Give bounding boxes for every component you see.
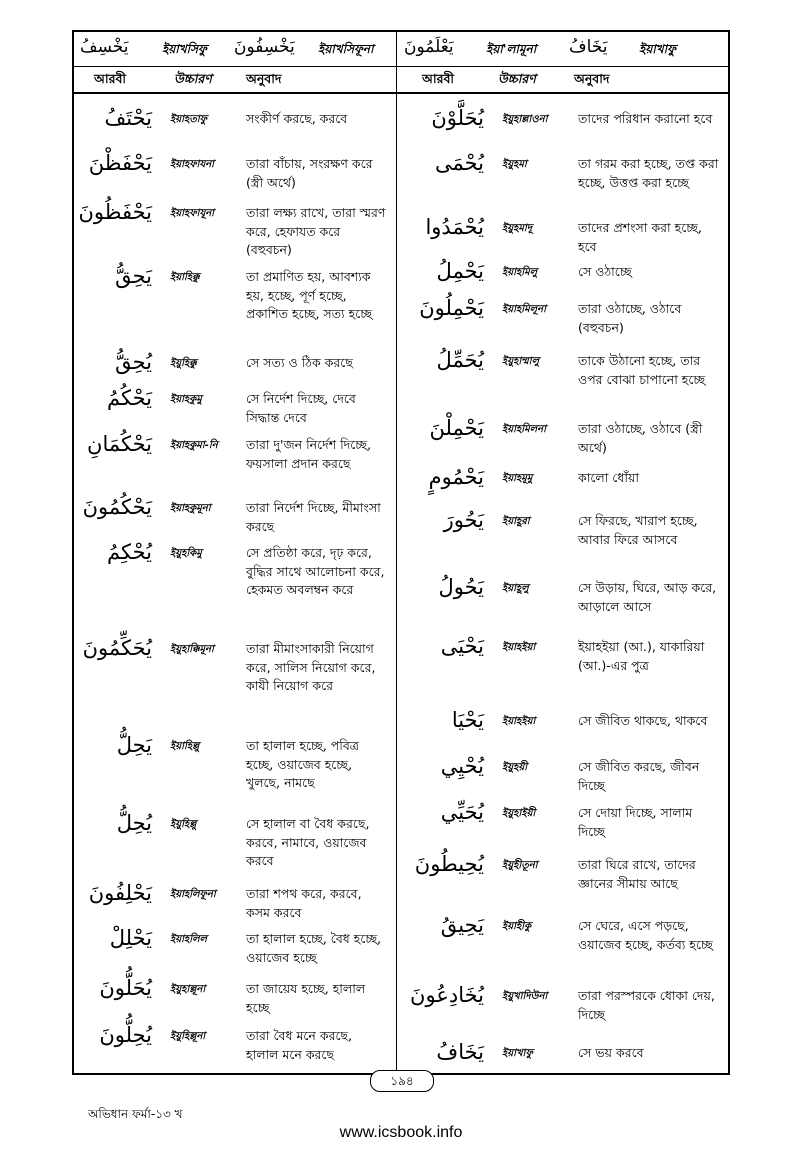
page-number: ১৯৪ [370,1070,434,1092]
entry-pronunciation: ইয়ুহিক্কু [170,358,197,369]
entry-meaning: তারা ওঠাচ্ছে, ওঠাবে (বহুবচন) [578,301,682,335]
entry-meaning: সে হালাল বা বৈধ করছে, করবে, নামাবে, ওয়াজেব করবে [246,816,370,868]
entry-pronunciation: ইয়ুখাদিউনা [502,991,548,1002]
header-left-first-arabic: يَخْسِفُ [80,37,129,57]
entry-pronunciation: ইয়াহকুমা-নি [170,440,218,451]
entry-meaning: সে প্রতিষ্ঠা করে, দৃঢ় করে, বুদ্ধির সাথে আলোচনা করে, হেকমত অবলম্বন করে [246,545,385,597]
dictionary-page [72,30,730,1075]
col-pron-right: উচ্চারণ [498,71,536,86]
entry-pronunciation: ইয়াহমিলু [502,267,538,278]
column-headings [74,66,728,94]
entry-pronunciation: ইয়ুহাল্লাওনা [502,114,548,125]
entry-arabic: يَحْيَا [451,708,484,732]
entry-pronunciation: ইয়াহকুমু [170,394,202,405]
entry-pronunciation: ইয়ুহমাদূ [502,223,533,234]
entry-arabic: يَحْمُومٍ [428,465,484,489]
entry-meaning: তারা পরস্পরকে ধোকা দেয়, দিচ্ছে [578,988,715,1022]
entry-pronunciation: ইয়াহমিলূনা [502,304,546,315]
entry-meaning: তারা ওঠাচ্ছে, ওঠাবে (স্ত্রী অর্থে) [578,421,703,455]
entry-pronunciation: ইয়াহূরা [502,516,530,527]
entry-meaning: তা প্রমাণিত হয়, আবশ্যক হয়, হচ্ছে, পূর্ণ হচ্ছে, প্রকাশিত হচ্ছে, সত্য হচ্ছে [246,269,373,321]
entry-pronunciation: ইয়ুহয়ী [502,762,528,773]
entry-pronunciation: ইয়ুহাল্লূনা [170,984,206,995]
entry-meaning: সে জীবিত থাকছে, থাকবে [578,713,708,728]
entry-pronunciation: ইয়াহতাফু [170,114,207,125]
entry-pronunciation: ইয়ুহকিমু [170,548,202,559]
running-header [74,32,728,67]
entry-pronunciation: ইয়ুহাম্মালু [502,356,540,367]
entry-arabic: يَحْمِلُونَ [419,296,484,320]
entry-arabic: يَحُورَ [443,508,484,532]
entry-pronunciation: ইয়াহূলু [502,583,529,594]
entry-pronunciation: ইয়ুহাক্কিমূনা [170,644,214,655]
entry-meaning: তা হালাল হচ্ছে, পবিত্র হচ্ছে, ওয়াজেব হচ্ছে, খুলছে, নামছে [246,738,359,790]
header-left-first-pron: ইয়াখসিফু [162,42,207,56]
website-url: www.icsbook.info [339,1124,463,1141]
entry-arabic: يُحْمَى [434,151,484,175]
entry-arabic: يَحْكُمَانِ [87,432,152,456]
entry-arabic: يَحِلُّ [116,733,152,757]
entry-arabic: يَحْلِلْ [109,926,152,950]
entry-arabic: يُحْكِمُ [107,540,152,564]
entry-meaning: তারা বাঁচায়, সংরক্ষণ করে (স্ত্রী অর্থে) [246,156,373,190]
entry-pronunciation: ইয়ুহাইয়ী [502,808,536,819]
entry-pronunciation: ইয়াখাফু [502,1048,533,1059]
entry-meaning: সে ভয় করবে [578,1045,644,1060]
header-right-first-pron: ইয়া'লামূনা [486,42,537,56]
entry-meaning: তারা লক্ষ্য রাখে, তারা স্মরণ করে, হেফাযত করে (বহুবচন) [246,205,386,257]
entry-pronunciation: ইয়াহমূমু [502,473,533,484]
entry-pronunciation: ইয়াহকুমূনা [170,503,211,514]
entry-meaning: তারা ঘিরে রাখে, তাদের জ্ঞানের সীমায় আছে [578,857,696,891]
entry-meaning: সে নির্দেশ দিচ্ছে, দেবে সিদ্ধান্ত দেবে [246,391,356,425]
entry-meaning: সে দোয়া দিচ্ছে, সালাম দিচ্ছে [578,805,693,839]
entry-meaning: সে ফিরছে, খারাপ হচ্ছে, আবার ফিরে আসবে [578,513,698,547]
entry-meaning: তাদের প্রশংসা করা হচ্ছে, হবে [578,220,703,254]
entry-meaning: ইয়াহইয়া (আ.), যাকারিয়া (আ.)-এর পুত্র [578,639,705,673]
entry-meaning: তারা মীমাংসাকারী নিয়োগ করে, সালিস নিয়োগ করে, কাযী নিয়োগ করে [246,641,376,693]
entry-arabic: يَحِقُّ [115,264,152,288]
entry-arabic: يُحِلُّ [116,811,152,835]
entry-arabic: يَحْلِفُونَ [88,881,152,905]
entry-meaning: তা গরম করা হচ্ছে, তপ্ত করা হচ্ছে, উত্তপ্ত করা হচ্ছে [578,156,719,190]
entry-meaning: কালো ধোঁয়া [578,470,639,485]
entry-meaning: তাকে উঠানো হচ্ছে, তার ওপর বোঝা চাপানো হচ্ছে [578,353,706,387]
header-left-last-pron: ইয়াখসিফূনা [318,42,374,56]
col-meaning-right: অনুবাদ [574,71,610,86]
entry-meaning: সংকীর্ণ করছে, করবে [246,111,348,126]
entry-pronunciation: ইয়াহিক্কু [170,272,200,283]
entry-meaning: তাদের পরিধান করানো হবে [578,111,713,126]
footer-note: অভিধান ফর্মা-১৩ খ [88,1107,183,1121]
entry-arabic: يُخَادِعُونَ [410,983,484,1007]
entry-arabic: يُحَمِّلُ [436,348,484,372]
entry-arabic: يَحُولُ [438,575,484,599]
entry-meaning: সে সত্য ও ঠিক করছে [246,355,353,370]
entry-arabic: يَحْيَى [440,634,484,658]
entry-arabic: يَحْفَظُونَ [78,200,152,224]
entry-arabic: يُحِلُّونَ [99,1023,152,1047]
header-right-first-arabic: يَعْلَمُونَ [404,37,454,57]
entry-meaning: সে উড়ায়, ঘিরে, আড় করে, আড়ালে আসে [578,580,717,614]
entry-arabic: يُحَكِّمُونَ [82,636,152,660]
entry-pronunciation: ইয়াহফাযূনা [170,208,215,219]
entry-pronunciation: ইয়াহইয়া [502,716,536,727]
entry-arabic: يُحْمَدُوا [425,215,484,239]
entry-pronunciation: ইয়াহলিল [170,934,208,945]
entry-arabic: يُحِقُّ [115,350,152,374]
entry-arabic: يُحِيطُونَ [414,852,484,876]
header-right-last-pron: ইয়াখাফু [639,42,676,56]
entry-pronunciation: ইয়াহিল্লু [170,741,200,752]
col-meaning-left: অনুবাদ [246,71,282,86]
entry-arabic: يُحَلُّونَ [99,976,152,1000]
entry-arabic: يَحْكُمُونَ [82,495,152,519]
entry-meaning: সে ঘেরে, এসে পড়ছে, ওয়াজেব হচ্ছে, কর্তব্য হচ্ছে [578,918,713,952]
entry-arabic: يُحْيِي [440,754,484,778]
col-pron-left: উচ্চারণ [174,71,212,86]
entry-arabic: يَحِيقُ [440,913,484,937]
entry-pronunciation: ইয়াহইয়া [502,642,536,653]
entry-meaning: তারা শপথ করে, করবে, কসম করবে [246,886,362,920]
col-arabic-right: আরবী [422,71,454,86]
entry-arabic: يَخَافُ [436,1040,484,1064]
entry-arabic: يَحْمِلُ [436,259,484,283]
entry-meaning: তারা দু'জন নির্দেশ দিচ্ছে, ফয়সালা প্রদান করছে [246,437,372,471]
header-right-last-arabic: يَخَافُ [569,37,608,57]
entry-arabic: يَحْفَظْنَ [88,151,152,175]
entry-arabic: يُحَيِّي [440,800,484,824]
entry-meaning: তারা নির্দেশ দিচ্ছে, মীমাংসা করছে [246,500,381,534]
entry-pronunciation: ইয়াহীকু [502,921,532,932]
header-left-last-arabic: يَخْسِفُونَ [234,37,295,57]
entry-pronunciation: ইয়ুহমা [502,159,527,170]
entries-area [74,92,728,1073]
entry-pronunciation: ইয়ুহিল্লূনা [170,1031,206,1042]
entry-meaning: সে ওঠাচ্ছে [578,264,632,279]
entry-pronunciation: ইয়াহলিফূনা [170,889,216,900]
entry-meaning: তা জায়েয হচ্ছে, হালাল হচ্ছে [246,981,366,1015]
entry-pronunciation: ইয়ুহিল্লু [170,819,197,830]
entry-pronunciation: ইয়াহমিলনা [502,424,546,435]
col-arabic-left: আরবী [94,71,126,86]
entry-meaning: তা হালাল হচ্ছে, বৈধ হচ্ছে, ওয়াজেব হচ্ছে [246,931,382,965]
entry-arabic: يَحْكُمُ [107,386,152,410]
entry-meaning: তারা বৈধ মনে করছে, হালাল মনে করছে [246,1028,353,1062]
entry-pronunciation: ইয়াহফাযনা [170,159,215,170]
entry-arabic: يُحَلَّوْنَ [431,106,484,130]
entry-pronunciation: ইয়ুহীতূনা [502,860,538,871]
entry-arabic: يَحْتَفُ [104,106,152,130]
entry-arabic: يَحْمِلْنَ [429,416,484,440]
entry-meaning: সে জীবিত করছে, জীবন দিচ্ছে [578,759,700,793]
